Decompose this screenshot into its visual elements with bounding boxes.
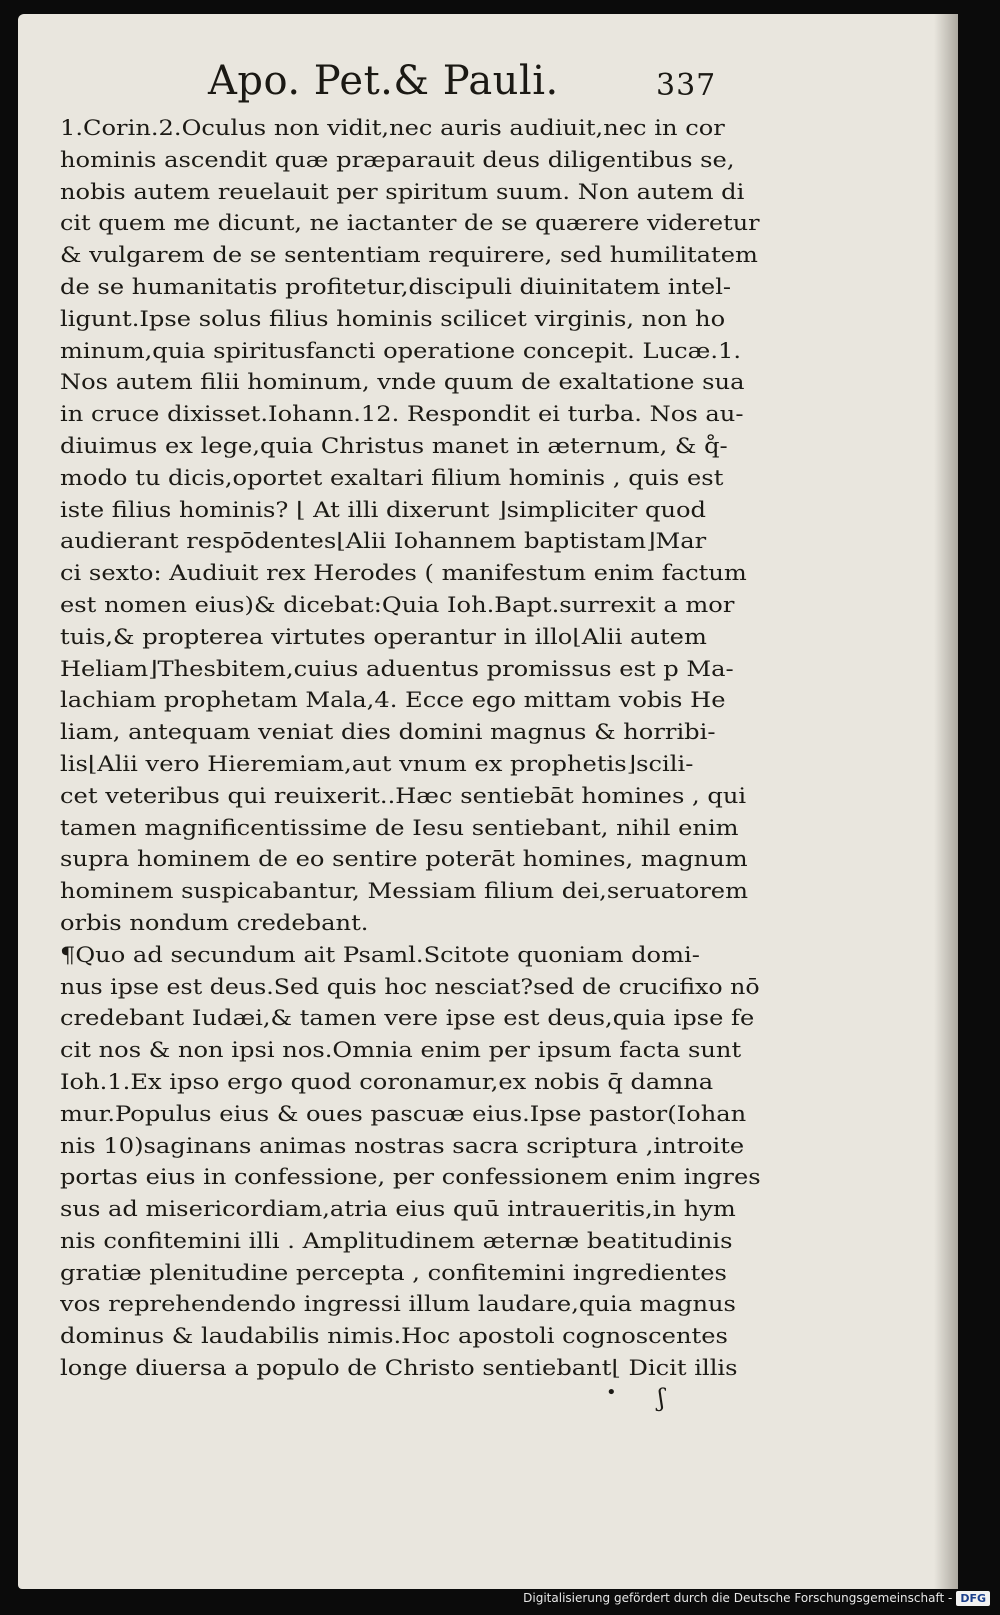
text-line: credebant Iudæi,& tamen vere ipse est deus,quia ipse fe bbox=[60, 1006, 755, 1031]
text-line: ci sexto: Audiuit rex Herodes ( manifestum enim factum bbox=[60, 561, 747, 586]
text-line: cit quem me dicunt, ne iactanter de se quærere videretur bbox=[60, 211, 760, 236]
text-line: nobis autem reuelauit per spiritum suum. Non autem di bbox=[60, 179, 745, 204]
page-number: 337 bbox=[656, 68, 717, 103]
text-line: orbis nondum credebant. bbox=[60, 910, 369, 935]
text-line: sus ad misericordiam,atria eius quū intraueritis,in hym bbox=[60, 1197, 736, 1222]
ink-dot: • bbox=[606, 1382, 617, 1403]
text-line: vos reprehendendo ingressi illum laudare,quia magnus bbox=[60, 1292, 736, 1317]
text-line: lis⌊Alii vero Hieremiam,aut vnum ex prophetis⌋scili- bbox=[60, 751, 694, 776]
text-line: audierant respōdentes⌊Alii Iohannem baptistam⌋Mar bbox=[60, 529, 707, 554]
text-line: diuimus ex lege,quia Christus manet in æternum, & q̊- bbox=[60, 433, 728, 458]
signature-line bbox=[578, 1382, 718, 1422]
page-header bbox=[196, 52, 796, 114]
text-line: longe diuersa a populo de Christo sentiebant⌊ Dicit illis bbox=[60, 1356, 738, 1381]
text-line: est nomen eius)& dicebat:Quia Ioh.Bapt.surrexit a mor bbox=[60, 592, 735, 617]
text-line: de se humanitatis profitetur,discipuli diuinitatem intel- bbox=[60, 274, 732, 299]
signature-mark: ʃ bbox=[658, 1384, 665, 1412]
body-text bbox=[60, 113, 780, 1385]
text-line: hominis ascendit quæ præparauit deus diligentibus se, bbox=[60, 147, 735, 172]
text-line: ligunt.Ipse solus filius hominis scilicet virginis, non ho bbox=[60, 306, 726, 331]
text-line: tamen magnificentissime de Iesu sentiebant, nihil enim bbox=[60, 815, 739, 840]
text-line: portas eius in confessione, per confessionem enim ingres bbox=[60, 1165, 761, 1190]
text-line: Heliam⌋Thesbitem,cuius aduentus promissus est p Ma- bbox=[60, 656, 734, 681]
text-line: Ioh.1.Ex ipso ergo quod coronamur,ex nobis q̄ damna bbox=[60, 1069, 714, 1094]
digitization-footer bbox=[523, 1589, 990, 1607]
text-line: mur.Populus eius & oues pascuæ eius.Ipse pastor(Iohan bbox=[60, 1101, 747, 1126]
book-page bbox=[18, 14, 958, 1589]
text-line: iste filius hominis? ⌊ At illi dixerunt ⌋simpliciter quod bbox=[60, 497, 707, 522]
running-title: Apo. Pet.& Pauli. bbox=[208, 58, 559, 104]
text-line: & vulgarem de se sententiam requirere, sed humilitatem bbox=[60, 243, 758, 268]
text-line: tuis,& propterea virtutes operantur in illo⌊Alii autem bbox=[60, 624, 707, 649]
text-line: nis confitemini illi . Amplitudinem æternæ beatitudinis bbox=[60, 1228, 733, 1253]
text-line: modo tu dicis,oportet exaltari filium hominis , quis est bbox=[60, 465, 724, 490]
text-line: in cruce dixisset.Iohann.12. Respondit ei turba. Nos au- bbox=[60, 402, 744, 427]
text-line: dominus & laudabilis nimis.Hoc apostoli cognoscentes bbox=[60, 1324, 728, 1349]
text-line: cit nos & non ipsi nos.Omnia enim per ipsum facta sunt bbox=[60, 1038, 742, 1063]
footer-credit: Digitalisierung gefördert durch die Deutsche Forschungsgemeinschaft - bbox=[523, 1591, 953, 1605]
text-line: supra hominem de eo sentire poterāt homines, magnum bbox=[60, 847, 748, 872]
text-line: gratiæ plenitudine percepta , confitemini ingredientes bbox=[60, 1260, 727, 1285]
text-line: minum,quia spiritusfancti operatione concepit. Lucæ.1. bbox=[60, 338, 742, 363]
text-line: lachiam prophetam Mala,4. Ecce ego mittam vobis He bbox=[60, 688, 726, 713]
text-line: cet veteribus qui reuixerit..Hæc sentiebāt homines , qui bbox=[60, 783, 747, 808]
text-line: nus ipse est deus.Sed quis hoc nesciat?sed de crucifixo nō bbox=[60, 974, 760, 999]
text-line: 1.Corin.2.Oculus non vidit,nec auris audiuit,nec in cor bbox=[60, 116, 725, 140]
dfg-logo: DFG bbox=[956, 1591, 990, 1606]
text-line: hominem suspicabantur, Messiam filium dei,seruatorem bbox=[60, 879, 749, 904]
text-line: ¶Quo ad secundum ait Psaml.Scitote quoniam domi- bbox=[60, 942, 700, 967]
text-line: nis 10)saginans animas nostras sacra scriptura ,introite bbox=[60, 1133, 745, 1158]
text-line: Nos autem filii hominum, vnde quum de exaltatione sua bbox=[60, 370, 745, 395]
text-line: liam, antequam veniat dies domini magnus & horribi- bbox=[60, 720, 716, 745]
